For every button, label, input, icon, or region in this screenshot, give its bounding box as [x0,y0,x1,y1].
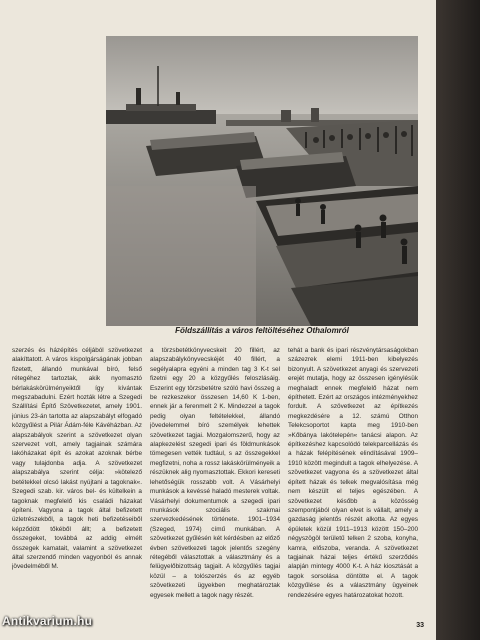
photo-caption: Földszállítás a város feltöltéséhez Othalomról [175,326,349,335]
article-body [12,346,420,616]
article-column-3 [288,346,418,614]
page-edge [436,0,480,640]
page-number: 33 [416,622,424,629]
historical-photo [106,36,418,326]
article-column-1 [12,346,142,614]
paragraph: szerzés és házépítés céljából szövetkezet alakíttatott. A város kispolgárságának jobban fizetett, állandó munkával bíró, felső rétegéhez tartoztak, akik nyomasztó bérlakáskörülményeiktől így kívántak megszabadulni. Ezért hozták létre a Szegedi Szállítási Építő Szövetkezetet, amely 1901. június 23-án tartotta az alapszabályt elfogadó közgyűlést a Pilár Ádám-féle Kávéházban. Az alapszabályok szerint a szövetkezet olyan szervezet volt, amely tagjainak számára lakóházakat épít és azokat azoknak bérbe vagy tulajdonba adja. A szövetkezet alapszabálya szerint célja: »kötelező betétekkel olcsó lakást nyújtani a tagoknak«. Szegedi szab. kir. város bel- és kültelkein a tagoknak megfelelő kis családi házakat építeni. Vagyona a tagok által befizetett üzletrészekből, a tagok heti befizetéseiből képződött tőkéből állt; a befizetett összegeket, továbbá az addig elmélt összegek kamatait, valamint a szövetkezet által szerzendő minden vagyonból és annak jövedelméből M. [12,347,142,571]
paragraph: tehát a bank és ipari részvénytársaságokban százezrek elemi 1911-ben kibelyezés bizonyult. A szövetkezet anyagi és szervezeti erejét mutatja, hogy az összesen igénylésük meghaladt ennek megfelelő házat nem építhetett. Ezért az országos intézményekhez fordult. A szövetkezet az építkezés megkezdésére a 12. számú Otthon Telekcsoportot kapta meg 1910-ben »Kőbánya lakótelepén« tanácsi alapon. Az építkezéshez kapcsolódó telekparcellázás és a házak felépítésének elindításával 1909–1910 között megindult a tagok elhelyezése. A szövetkezet vagyona és a szövetkezet által épített házak és telkek megvalósítása még nem készült el teljes egészében. A szövetkezet később a közösség szempontjából olyan elvet is vállalt, amely a gazdaság jelentős részét alkotta. Az egyes épületek közül 1911–1913 között 150–200 négyszögöl területű telken 2 szoba, konyha, kamra, előszoba, veranda. A szövetkezet tagjainak házai teljes értékű szerződés alapján mintegy 4000 K-t. A ház kiosztását a tagok sorsolása döntötte el. A tagok közgyűlése és a választmány ügyeinek rendezésére egyes határozatokat hozott. [288,347,418,599]
article-column-2 [150,346,280,614]
photo-illustration [106,36,418,326]
paragraph: a törzsbetétkönyvecskeit 20 fillért, az alapszabálykönyvecskéjét 40 fillért, a segélyalapra egyéni a minden tag 3 K-t sel fizetni egy 20 a közgyűlés feloszlásáig. Eszerint egy törzsbetétre szóló havi összeg a be rezkeszekor összesen 14,60 K 1-ben, ennek jár a ferenmelt 2 K. Mindezzel a tagok pedig olyan feltételekkel, állandó jövedelemmel bíró személyek lehettek szövetkezet tagjai. Mozgalomszerű, hogy az alapkezelést szegedi ipari és földmunkások tömegesen vették tudtául, s az összegekkel megfizetni, noha a rossz lakáskörülményeik a részüknek alig nyomasztottak. Ekkori kereseti lehetőségük rosszabb volt. A Vásárhelyi munkások a kevéssé haladó mesterek voltak. Vásárhelyi dokumentumok a szegedi ipari munkások szociális szakmai szervezkedésének története. 1901–1934 (Szeged, 1974) című munkában. A szövetkezet gyűlésén két kérdésben az előző évben szövetkezeti tagok jelentős szegény rétegéből választottak a választmány és a felügyelőbizottság tagjait. A közgyűlés tagjai közül – a tolószerzés és az egyéb szövetkezeti ügyekben meghatároztak egyesek mellett a tagok nagy részét. [150,347,280,599]
watermark-logo: Antikvarium.hu [2,614,93,628]
